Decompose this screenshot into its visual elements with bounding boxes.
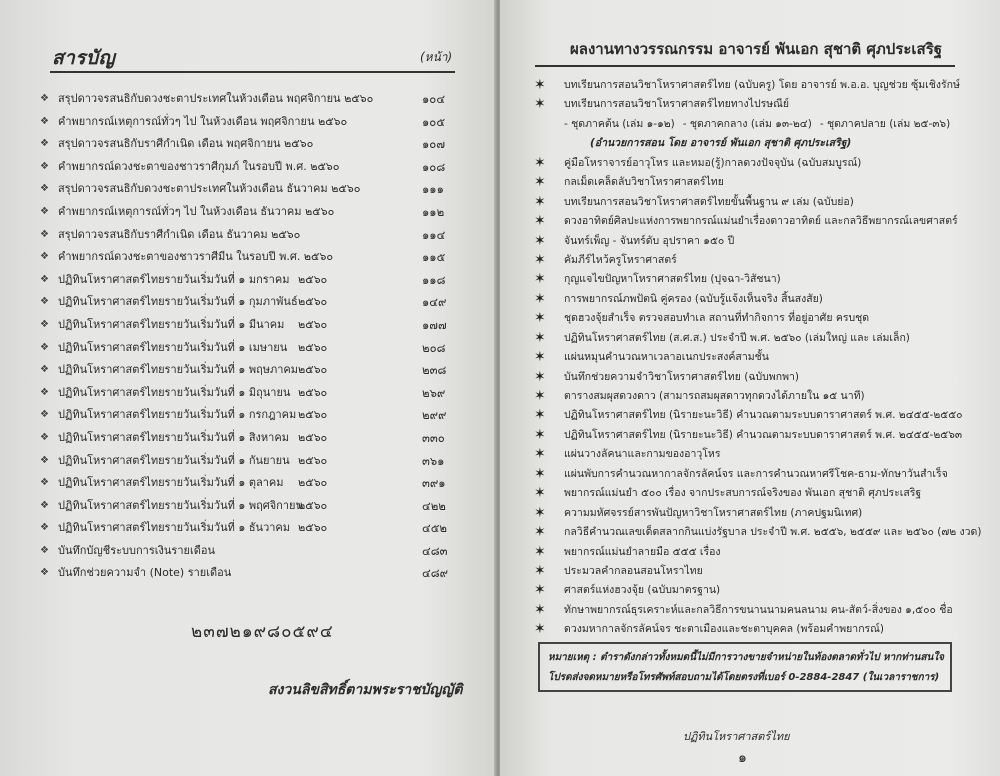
toc-entry — [40, 517, 470, 540]
toc-entry-year: ๒๕๖๐ — [298, 498, 328, 512]
toc-entry-page: ๒๙๙ — [422, 408, 447, 423]
toc-entry-year: ๒๕๖๐ — [298, 363, 328, 377]
toc-entry-year: ๒๕๖๐ — [298, 340, 328, 354]
toc-entry-page: ๑๐๔ — [422, 92, 446, 106]
toc-entry-date: เริ่มวันที่ ๑ พฤศจิกายน — [197, 498, 303, 512]
works-subseries-parts — [564, 117, 958, 131]
toc-entry-year: ๒๕๖๐ — [298, 295, 328, 309]
diamond-bullet-icon: ❖ — [40, 228, 49, 240]
note-box — [538, 642, 952, 692]
works-entry — [534, 350, 964, 369]
works-entry-title: ดวงอาทิตย์ศิลปะแห่งการพยากรณ์แม่นยำเรื่องดาวอาทิตย์ และกลวิธีพยากรณ์เลขศาสตร์ — [564, 215, 958, 228]
works-entry — [534, 292, 964, 311]
toc-entry-page: ๒๐๘ — [422, 340, 446, 355]
works-entry-title: แผ่นพับการคำนวณหากาลจักรลัคน์จร และการคำนวณหาศรีโชค-ธาม-ทักษาวันสำเร็จ — [564, 467, 948, 480]
toc-entry-page: ๑๐๕ — [422, 114, 446, 129]
works-entry — [534, 486, 964, 505]
works-entry-title: แผ่นวางลัคนาและกามของอาวุโหร — [564, 448, 721, 461]
toc-entry-year: ๒๕๖๐ — [298, 408, 328, 422]
works-entry — [534, 467, 964, 486]
works-entry-title: ปฏิทินโหราศาสตร์ไทย (ส.ศ.ส.) ประจำปี พ.ศ. ๒๕๖๐ (เล่มใหญ่ และ เล่มเล็ก) — [564, 331, 910, 344]
diamond-bullet-icon: ❖ — [40, 544, 49, 556]
star-bullet-icon: ✶ — [534, 329, 546, 346]
toc-entry — [40, 404, 470, 427]
works-entry-title: พยากรณ์แม่นยำ ๕๐๐ เรื่อง จากประสบการณ์จริงของ พันเอก สุชาติ ศุภประเสริฐ — [564, 487, 922, 500]
toc-entry-page: ๒๓๘ — [422, 363, 447, 378]
works-entry — [534, 564, 964, 583]
diamond-bullet-icon: ❖ — [40, 318, 49, 330]
works-entry-title: กุญแจไขปัญหาโหราศาสตร์ไทย (ปุจฉา-วิสัชนา) — [564, 273, 781, 286]
toc-entry-date: เริ่มวันที่ ๑ ตุลาคม — [197, 476, 284, 490]
toc-entry-page: ๑๑๔ — [422, 227, 446, 242]
toc-entry — [40, 111, 470, 134]
works-entry-title: ความมหัศจรรย์สารพันปัญหาวิชาโหราศาสตร์ไทย (ภาคปฐมนิเทศ) — [564, 506, 863, 519]
works-entry — [534, 447, 964, 466]
star-bullet-icon: ✶ — [534, 621, 546, 638]
note-line: หมายเหตุ : ตำราดังกล่าวทั้งหมดนี้ไม่มีการวางขายจำหน่ายในท้องตลาดทั่วไป หากท่านสนใจ — [548, 652, 945, 663]
diamond-bullet-icon: ❖ — [40, 431, 49, 443]
works-entry-title: ทักษาพยากรณ์ธุรเคราะห์และกลวิธีการขนานนามคนลนาม คน-สัตว์-สิ่งของ ๑,๕๐๐ ชื่อ — [564, 603, 953, 616]
diamond-bullet-icon: ❖ — [40, 567, 49, 579]
works-entry — [534, 370, 964, 389]
toc-entry-title: ปฏิทินโหราศาสตร์ไทยรายวัน — [58, 498, 197, 512]
copyright-notice: สงวนลิขสิทธิ์ตามพระราชบัญญัติ — [268, 682, 463, 698]
toc-entry-date: เริ่มวันที่ ๑ มกราคม — [197, 272, 290, 286]
toc-entry — [40, 178, 470, 201]
toc-entry-year: ๒๕๖๐ — [298, 317, 328, 331]
toc-entry-page: ๑๑๕ — [422, 250, 446, 265]
toc-entry-title: ปฏิทินโหราศาสตร์ไทยรายวัน — [58, 363, 197, 377]
toc-entry-page: ๔๘๙ — [422, 566, 448, 581]
star-bullet-icon: ✶ — [534, 154, 546, 171]
diamond-bullet-icon: ❖ — [40, 93, 49, 104]
works-entry-title: บทเรียนการสอนวิชาโหราศาสตร์ไทยทางไปรษณีย์ — [564, 98, 790, 111]
works-entry — [534, 214, 964, 233]
toc-entry-page: ๑๐๘ — [422, 159, 446, 174]
diamond-bullet-icon: ❖ — [40, 364, 49, 376]
toc-entry — [40, 427, 470, 450]
toc-entry-title: คำพยากรณ์ดวงชะตาของชาวราศีมีน ในรอบปี พ.ศ. ๒๕๖๐ — [58, 250, 334, 264]
toc-entry — [40, 246, 470, 269]
star-bullet-icon: ✶ — [534, 77, 546, 93]
works-entry-title: จันทร์เพ็ญ - จันทร์ดับ อุปราคา ๑๕๐ ปี — [564, 234, 735, 247]
toc-entry-year: ๒๕๖๐ — [298, 430, 328, 444]
works-entry — [534, 272, 964, 291]
toc-entry-title: คำพยากรณ์ดวงชะตาของชาวราศีกุมภ์ ในรอบปี พ.ศ. ๒๕๖๐ — [58, 159, 340, 173]
toc-entry-page: ๓๙๑ — [422, 476, 446, 491]
toc-entry-page: ๒๖๙ — [422, 385, 446, 400]
works-entry-title: การพยากรณ์ภพปัตนิ คู่ครอง (ฉบับรู้แจ้งเห็นจริง สิ้นสงสัย) — [564, 292, 823, 305]
toc-entry-title: สรุปดาวจรสนธิกับดวงชะตาประเทศในห้วงเดือน พฤศจิกายน ๒๕๖๐ — [58, 92, 374, 105]
toc-entry-page: ๔๒๒ — [422, 498, 446, 513]
toc-entry-date: เริ่มวันที่ ๑ มิถุนายน — [197, 385, 291, 399]
toc-entry-date: เริ่มวันที่ ๑ มีนาคม — [197, 317, 285, 331]
toc-entry-date: เริ่มวันที่ ๑ กรกฎาคม — [197, 408, 297, 422]
toc-entry-title: ปฏิทินโหราศาสตร์ไทยรายวัน — [58, 385, 197, 399]
works-entry — [534, 195, 964, 214]
works-entry-title: ตารางสมผุสดวงดาว (สามารถสมผุสดาวทุกดวงได้ภายใน ๑๕ นาที) — [564, 390, 865, 402]
toc-title: สารบัญ — [52, 47, 116, 69]
toc-entry-date: เริ่มวันที่ ๑ พฤษภาคม — [197, 363, 299, 377]
star-bullet-icon: ✶ — [534, 504, 546, 521]
works-entry-title: บทเรียนการสอนวิชาโหราศาสตร์ไทย (ฉบับครู) โดย อาจารย์ พ.อ.อ. บุญช่วย ซุ้มเชิงรักษ์ — [564, 79, 960, 91]
star-bullet-icon: ✶ — [534, 271, 546, 288]
works-subseries-part: - ชุดภาคต้น (เล่ม ๑-๑๒) — [564, 117, 675, 130]
toc-entry-title: ปฏิทินโหราศาสตร์ไทยรายวัน — [58, 476, 197, 490]
toc-entry-title: สรุปดาวจรสนธิกับราศีกำเนิด เดือน พฤศจิกายน ๒๕๖๐ — [58, 137, 314, 151]
toc-entry — [40, 201, 470, 224]
works-author-note — [534, 136, 964, 155]
toc-entry-title: สรุปดาวจรสนธิกับดวงชะตาประเทศในห้วงเดือน ธันวาคม ๒๕๖๐ — [58, 182, 361, 196]
diamond-bullet-icon: ❖ — [40, 454, 49, 466]
toc-entry-year: ๒๕๖๐ — [298, 476, 328, 490]
star-bullet-icon: ✶ — [534, 524, 546, 541]
toc-entry-title: บันทึกบัญชีระบบการเงินรายเดือน — [58, 543, 215, 557]
star-bullet-icon: ✶ — [534, 368, 546, 385]
works-entry — [534, 311, 964, 330]
toc-entry-title: ปฏิทินโหราศาสตร์ไทยรายวัน — [58, 430, 197, 444]
toc-entry-page: ๑๑๘ — [422, 272, 446, 287]
works-entry — [534, 253, 964, 272]
works-subseries-part: - ชุดภาคปลาย (เล่ม ๒๕-๓๖) — [819, 117, 951, 130]
works-entry — [534, 622, 964, 641]
works-entry — [534, 97, 964, 116]
works-divider — [535, 65, 955, 67]
toc-entry-title: ปฏิทินโหราศาสตร์ไทยรายวัน — [58, 317, 197, 331]
toc-entry-page: ๑๑๒ — [422, 204, 445, 219]
works-entry — [534, 583, 964, 602]
star-bullet-icon: ✶ — [534, 310, 546, 327]
works-list — [534, 77, 982, 642]
toc-entry-year: ๒๕๖๐ — [298, 385, 328, 399]
toc-entry-date: เริ่มวันที่ ๑ สิงหาคม — [197, 430, 289, 444]
star-bullet-icon: ✶ — [534, 562, 546, 579]
toc-entry — [40, 540, 470, 563]
toc-entry-page: ๓๓๐ — [422, 430, 445, 445]
toc-entry — [40, 156, 470, 179]
toc-entry-title: สรุปดาวจรสนธิกับราศีกำเนิด เดือน ธันวาคม ๒๕๖๐ — [58, 227, 301, 241]
star-bullet-icon: ✶ — [534, 465, 546, 482]
star-bullet-icon: ✶ — [534, 290, 546, 307]
works-entry-title: คู่มือโหราจารย์อาวุโหร และหมอ(รู้)กาลดวงปัจจุบัน (ฉบับสมบูรณ์) — [564, 156, 862, 169]
star-bullet-icon: ✶ — [534, 213, 546, 230]
toc-entry — [40, 224, 470, 247]
toc-entry-title: ปฏิทินโหราศาสตร์ไทยรายวัน — [58, 295, 197, 309]
works-entry — [534, 389, 964, 408]
toc-entry — [40, 495, 470, 518]
toc-page-column-label: (หน้า) — [420, 50, 453, 64]
works-entry-title: กลวิธีคำนวณเลขเด็ดสลากกินแบ่งรัฐบาล ประจำปี พ.ศ. ๒๕๕๖, ๒๕๕๙ และ ๒๕๖๐ (๗๒ งวด) — [564, 526, 982, 539]
star-bullet-icon: ✶ — [534, 485, 546, 502]
works-entry-title: ปฏิทินโหราศาสตร์ไทย (นิรายะนะวิธี) คำนวณตามระบบดาราศาสตร์ พ.ศ. ๒๔๕๕-๒๕๖๓ — [564, 428, 963, 441]
toc-entry-year: ๒๕๖๐ — [298, 521, 328, 535]
toc-entry-title: คำพยากรณ์เหตุการณ์ทั่วๆ ไป ในห้วงเดือน พฤศจิกายน ๒๕๖๐ — [58, 114, 348, 128]
works-subseries-part: - ชุดภาคกลาง (เล่ม ๑๓-๒๔) — [682, 117, 812, 130]
diamond-bullet-icon: ❖ — [40, 273, 49, 285]
diamond-bullet-icon: ❖ — [40, 409, 49, 421]
works-entry — [534, 524, 982, 544]
toc-entry-page: ๑๐๗ — [422, 137, 445, 152]
works-entry — [534, 603, 964, 622]
star-bullet-icon: ✶ — [534, 407, 546, 424]
toc-entry — [40, 562, 470, 585]
star-bullet-icon: ✶ — [534, 349, 546, 366]
toc-entry-date: เริ่มวันที่ ๑ ธันวาคม — [197, 521, 291, 535]
star-bullet-icon: ✶ — [534, 543, 546, 560]
works-entry — [534, 428, 964, 447]
diamond-bullet-icon: ❖ — [40, 499, 49, 511]
toc-entry — [40, 472, 470, 495]
works-author-text: (อำนวยการสอน โดย อาจารย์ พันเอก สุชาติ ศุภประเสริฐ) — [590, 137, 852, 150]
works-entry — [534, 331, 964, 350]
toc-entry-page: ๑๔๙ — [422, 295, 447, 310]
works-entry-title: ศาสตร์แห่งฮวงจุ้ย (ฉบับมาตรฐาน) — [564, 584, 721, 597]
diamond-bullet-icon: ❖ — [40, 341, 49, 353]
works-entry-title: กลเม็ดเคล็ดลับวิชาโหราศาสตร์ไทย — [564, 176, 724, 189]
toc-entry-year: ๒๕๖๐ — [298, 453, 328, 467]
diamond-bullet-icon: ❖ — [40, 183, 49, 195]
toc-divider — [50, 71, 455, 73]
star-bullet-icon: ✶ — [534, 251, 546, 268]
toc-entry-page: ๔๘๓ — [422, 543, 448, 558]
isbn-number: ๒๓๗๒๑๙๘๐๕๙๔ — [191, 622, 334, 642]
toc-entry-page: ๑๗๗ — [422, 317, 447, 332]
star-bullet-icon: ✶ — [534, 582, 546, 599]
diamond-bullet-icon: ❖ — [40, 477, 49, 489]
works-entry — [534, 545, 964, 564]
toc-entry-title: ปฏิทินโหราศาสตร์ไทยรายวัน — [58, 453, 197, 467]
toc-entry — [40, 382, 470, 405]
works-entry — [534, 234, 964, 253]
toc-entry-page: ๓๖๑ — [422, 453, 445, 468]
note-line: โปรดส่งจดหมายหรือโทรศัพท์สอบถามได้โดยตรงที่เบอร์ 0-2884-2847 (ในเวลาราชการ) — [548, 672, 940, 683]
diamond-bullet-icon: ❖ — [40, 522, 49, 534]
works-entry-title: พยากรณ์แม่นยำลายมือ ๕๕๕ เรื่อง — [564, 545, 721, 558]
star-bullet-icon: ✶ — [534, 446, 546, 463]
works-subseries — [534, 117, 964, 136]
toc-entry-title: บันทึกช่วยความจำ (Note) รายเดือน — [58, 566, 232, 580]
diamond-bullet-icon: ❖ — [40, 160, 49, 172]
works-entry-title: ปฏิทินโหราศาสตร์ไทย (นิรายะนะวิธี) คำนวณตามระบบดาราศาสตร์ พ.ศ. ๒๔๕๕-๒๕๕๐ — [564, 409, 963, 422]
star-bullet-icon: ✶ — [534, 426, 546, 443]
toc-entry-title: ปฏิทินโหราศาสตร์ไทยรายวัน — [58, 272, 197, 286]
toc-entry — [40, 88, 470, 111]
works-entry-title: บันทึกช่วยความจำวิชาโหราศาสตร์ไทย (ฉบับพกพา) — [564, 370, 799, 383]
footer-page-number: ๑ — [738, 750, 747, 766]
diamond-bullet-icon: ❖ — [40, 115, 49, 127]
star-bullet-icon: ✶ — [534, 193, 546, 210]
toc-entry-date: เริ่มวันที่ ๑ กันยายน — [197, 453, 290, 467]
toc-entry — [40, 291, 470, 314]
toc-entry-date: เริ่มวันที่ ๑ กุมภาพันธ์ — [197, 295, 298, 309]
works-entry-title: ชุดฮวงจุ้ยสำเร็จ ตรวจสอบทำเล สถานที่ทำกิจการ ที่อยู่อาศัย ครบชุด — [564, 312, 870, 325]
toc-entry-year: ๒๕๖๐ — [298, 272, 328, 286]
works-entry-title: คัมภีร์ไหว้ครูโหราศาสตร์ — [564, 253, 677, 266]
toc-entry-title: ปฏิทินโหราศาสตร์ไทยรายวัน — [58, 340, 197, 354]
works-entry — [534, 78, 964, 97]
star-bullet-icon: ✶ — [534, 601, 546, 618]
diamond-bullet-icon: ❖ — [40, 296, 49, 308]
left-page — [0, 0, 496, 776]
works-entry — [534, 175, 964, 194]
works-entry-title: แผ่นหมุนคำนวณหาเวลาอเนกประสงค์สามชั้น — [564, 351, 769, 364]
toc-entry — [40, 337, 470, 360]
toc-entry-title: ปฏิทินโหราศาสตร์ไทยรายวัน — [58, 408, 197, 422]
toc-entry-page: ๔๕๒ — [422, 521, 447, 536]
toc-entry — [40, 450, 470, 473]
works-entry — [534, 156, 964, 175]
diamond-bullet-icon: ❖ — [40, 205, 49, 217]
works-entry-title: ดวงมหากาลจักรลัคน์จร ชะตาเมืองและชะตาบุคคล (พร้อมคำพยากรณ์) — [564, 623, 885, 636]
toc-entry-page: ๑๑๑ — [422, 182, 444, 197]
diamond-bullet-icon: ❖ — [40, 251, 49, 263]
toc-entry-title: คำพยากรณ์เหตุการณ์ทั่วๆ ไป ในห้วงเดือน ธันวาคม ๒๕๖๐ — [58, 204, 335, 218]
star-bullet-icon: ✶ — [534, 96, 546, 113]
star-bullet-icon: ✶ — [534, 174, 546, 191]
toc-entry — [40, 359, 470, 382]
toc-entry — [40, 269, 470, 292]
works-entry — [534, 408, 964, 427]
star-bullet-icon: ✶ — [534, 232, 546, 249]
toc-entry — [40, 314, 470, 337]
toc-entry — [40, 133, 470, 156]
toc-entry-date: เริ่มวันที่ ๑ เมษายน — [197, 340, 288, 354]
toc-entry-title: ปฏิทินโหราศาสตร์ไทยรายวัน — [58, 521, 197, 535]
toc-list — [40, 88, 470, 585]
works-entry-title: ประมวลคำกลอนสอนโหราไทย — [564, 564, 703, 577]
footer-book-title: ปฏิทินโหราศาสตร์ไทย — [683, 730, 790, 743]
diamond-bullet-icon: ❖ — [40, 386, 49, 398]
star-bullet-icon: ✶ — [534, 388, 546, 404]
works-entry-title: บทเรียนการสอนวิชาโหราศาสตร์ไทยขั้นพื้นฐาน ๙ เล่ม (ฉบับย่อ) — [564, 195, 854, 208]
works-entry — [534, 506, 964, 525]
works-title: ผลงานทางวรรณกรรม อาจารย์ พันเอก สุชาติ ศุภประเสริฐ — [570, 40, 943, 58]
diamond-bullet-icon: ❖ — [40, 138, 49, 150]
